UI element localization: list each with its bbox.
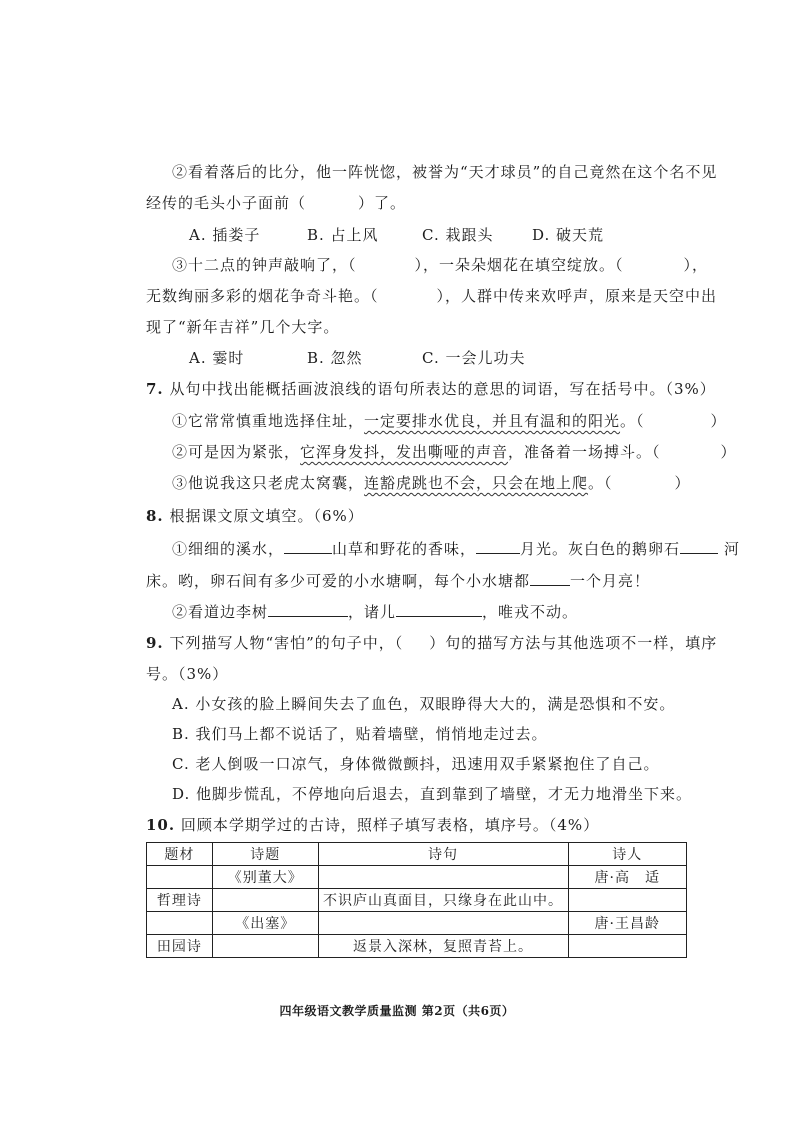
table-cell[interactable] — [212, 889, 318, 912]
table-cell[interactable] — [568, 889, 686, 912]
q8-stem: 8. 根据课文原文填空。（6%） — [146, 507, 364, 525]
column-header: 诗人 — [568, 843, 686, 866]
q9-option-d[interactable]: D. 他脚步慌乱，不停地向后退去，直到靠到了墙壁，才无力地滑坐下来。 — [172, 785, 693, 803]
option-c[interactable]: C. 栽跟头 — [422, 226, 494, 244]
q7-sentence-3: ③他说我这只老虎太窝囊，连豁虎跳也不会，只会在地上爬。（ ） — [172, 474, 691, 492]
q7-sentence-1: ①它常常慎重地选择住址，一定要排水优良，并且有温和的阳光。（ ） — [172, 412, 727, 430]
q9-stem-line1: 9. 下列描写人物“害怕”的句子中，（ ）句的描写方法与其他选项不一样，填序 — [146, 634, 718, 652]
q6-item3-line2: 无数绚丽多彩的烟花争奇斗艳。（ ），人群中传来欢呼声，原来是天空中出 — [146, 287, 718, 305]
table-cell: 返景入深林，复照青苔上。 — [318, 935, 568, 958]
q8-line-3: ②看道边李树 ，诸儿 ，唯戎不动。 — [172, 603, 579, 621]
table-cell[interactable] — [318, 912, 568, 935]
wavy-underline-text: 一定要排水优良，并且有温和的阳光 — [364, 412, 621, 430]
table-cell[interactable] — [318, 866, 568, 889]
option-c[interactable]: C. 一会儿功夫 — [422, 349, 526, 367]
table-cell: 哲理诗 — [147, 889, 213, 912]
q8-line-2: 床。哟，卵石间有多少可爱的小水塘啊，每个小水塘都 一个月亮！ — [146, 572, 651, 590]
table-cell[interactable] — [147, 912, 213, 935]
table-cell: 田园诗 — [147, 935, 213, 958]
table-cell[interactable] — [212, 935, 318, 958]
column-header: 题材 — [147, 843, 213, 866]
q8-line-1: ①细细的溪水， 山草和野花的香味， 月光。灰白色的鹅卵石 河 — [172, 540, 741, 558]
table-row — [147, 889, 687, 912]
table-cell: 《别董大》 — [212, 866, 318, 889]
table-cell: 不识庐山真面目，只缘身在此山中。 — [318, 889, 568, 912]
column-header: 诗题 — [212, 843, 318, 866]
option-d[interactable]: D. 破天荒 — [532, 226, 605, 244]
table-cell[interactable] — [568, 935, 686, 958]
question-number: 9. — [146, 634, 164, 652]
poem-table — [146, 842, 687, 958]
table-header-row — [147, 843, 687, 866]
table-cell: 唐·高 适 — [568, 866, 686, 889]
table-row — [147, 866, 687, 889]
q6-item3-line3: 现了“新年吉祥”几个大字。 — [146, 318, 340, 336]
q9-option-b[interactable]: B. 我们马上都不说话了，贴着墙壁，悄悄地走过去。 — [172, 725, 548, 743]
fill-blank[interactable] — [680, 539, 718, 554]
q6-item3-line1: ③十二点的钟声敲响了，（ ），一朵朵烟花在填空绽放。（ ）， — [172, 256, 709, 274]
question-number: 8. — [146, 507, 164, 525]
q9-option-a[interactable]: A. 小女孩的脸上瞬间失去了血色，双眼睁得大大的，满是恐惧和不安。 — [172, 695, 676, 713]
q9-stem-line2: 号。（3%） — [146, 665, 229, 683]
q6-item3-options — [189, 348, 525, 368]
fill-blank[interactable] — [268, 602, 348, 617]
table-cell: 唐·王昌龄 — [568, 912, 686, 935]
option-a[interactable]: A. 插娄子 — [189, 226, 261, 244]
fill-blank[interactable] — [530, 571, 570, 586]
q6-item2-options — [189, 225, 604, 245]
fill-blank[interactable] — [284, 539, 332, 554]
option-a[interactable]: A. 霎时 — [189, 349, 245, 367]
wavy-underline-text: 连豁虎跳也不会，只会在地上爬 — [364, 474, 589, 492]
option-b[interactable]: B. 忽然 — [307, 349, 363, 367]
table-row — [147, 912, 687, 935]
q7-sentence-2: ②可是因为紧张，它浑身发抖，发出嘶哑的声音，准备着一场搏斗。（ ） — [172, 443, 737, 461]
q6-item2-line2: 经传的毛头小子面前（ ）了。 — [146, 194, 407, 212]
table-row — [147, 935, 687, 958]
q6-item2-line1: ②看着落后的比分，他一阵恍惚，被誉为“天才球员”的自己竟然在这个名不见 — [172, 163, 718, 181]
question-number: 7. — [146, 380, 164, 398]
q7-stem: 7. 从句中找出能概括画波浪线的语句所表达的意思的词语，写在括号中。（3%） — [146, 380, 716, 398]
q10-stem: 10. 回顾本学期学过的古诗，照样子填写表格，填序号。（4%） — [146, 816, 600, 834]
column-header: 诗句 — [318, 843, 568, 866]
table-cell[interactable] — [147, 866, 213, 889]
option-b[interactable]: B. 占上风 — [307, 226, 379, 244]
fill-blank[interactable] — [396, 602, 482, 617]
page-footer: 四年级语文教学质量监测 第2页（共6页） — [279, 1004, 515, 1018]
wavy-underline-text: 它浑身发抖，发出嘶哑的声音 — [300, 443, 509, 461]
q9-option-c[interactable]: C. 老人倒吸一口凉气，身体微微颤抖，迅速用双手紧紧抱住了自己。 — [172, 755, 660, 773]
table-cell: 《出塞》 — [212, 912, 318, 935]
fill-blank[interactable] — [476, 539, 520, 554]
question-number: 10. — [146, 816, 176, 834]
